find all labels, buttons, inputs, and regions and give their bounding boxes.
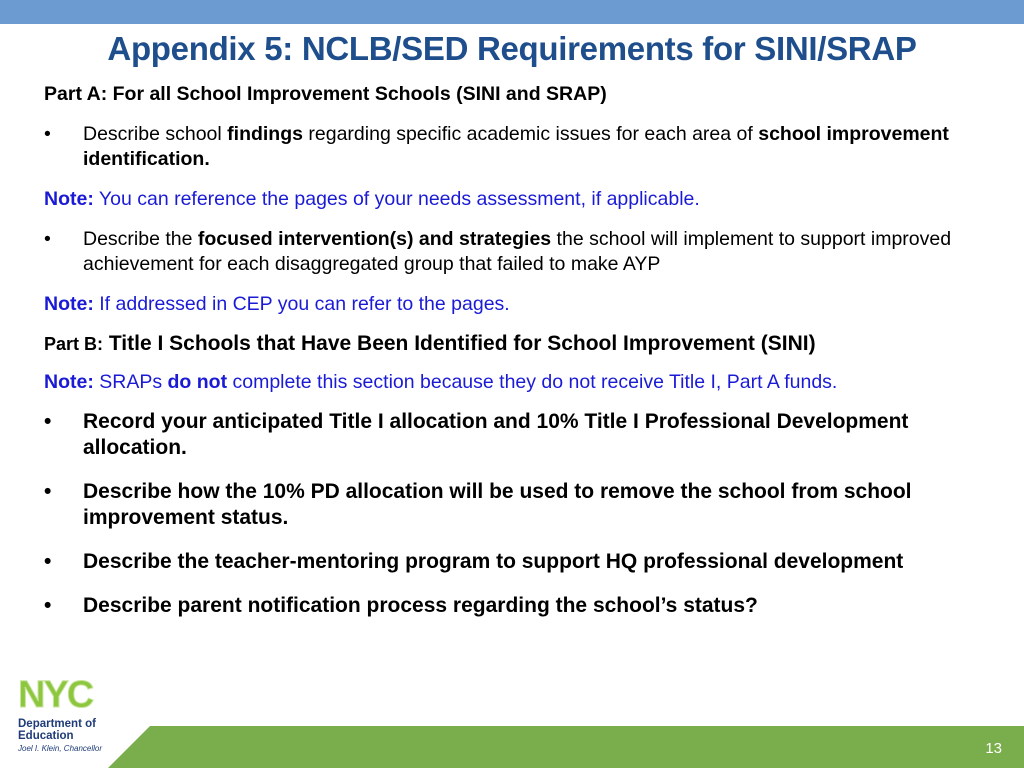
nyc-logo-icon [18,676,120,710]
part-b-bullet-3: • Describe the teacher-mentoring program to support HQ professional development [44,550,904,573]
bullet-dot: • [44,594,52,617]
page-number: 13 [985,740,1002,757]
bullet-dot: • [44,228,51,250]
part-b-bullet-4: • Describe parent notification process regarding the school’s status? [44,594,758,617]
logo-department: Department of Education [18,718,96,742]
bullet-dot: • [44,410,52,433]
top-accent-bar [0,0,1024,24]
part-b-bullet-1: • Record your anticipated Title I allocation and 10% Title I Professional Development allocation. [44,410,909,459]
part-a-bullet-2: • Describe the focused intervention(s) and strategies the school will implement to support improved achievement for each disaggregated group that failed to make AYP [44,228,952,275]
bullet-dot: • [44,480,52,503]
part-b-note: Note: SRAPs do not complete this section because they do not receive Title I, Part A funds. [44,371,838,393]
part-a-note-1: Note: You can reference the pages of your needs assessment, if applicable. [44,188,700,210]
bullet-dot: • [44,550,52,573]
logo-chancellor: Joel I. Klein, Chancellor [18,744,103,753]
slide-content [44,82,1004,619]
part-a-heading: Part A: For all School Improvement Schools (SINI and SRAP) [44,83,607,105]
bullet-dot: • [44,123,51,145]
part-a-bullet-1: • Describe school findings regarding specific academic issues for each area of school improvement identification. [44,123,949,170]
part-a-note-2: Note: If addressed in CEP you can refer to the pages. [44,293,510,315]
part-b-heading: Part B: Title I Schools that Have Been Identified for School Improvement (SINI) [44,332,816,355]
part-b-bullet-2: • Describe how the 10% PD allocation will be used to remove the school from school improvement status. [44,480,912,529]
nyc-doe-logo [18,676,128,753]
svg-text:NYC: NYC [18,676,93,710]
bottom-accent-bar [0,726,1024,768]
slide-title: Appendix 5: NCLB/SED Requirements for SINI/SRAP [107,30,917,67]
